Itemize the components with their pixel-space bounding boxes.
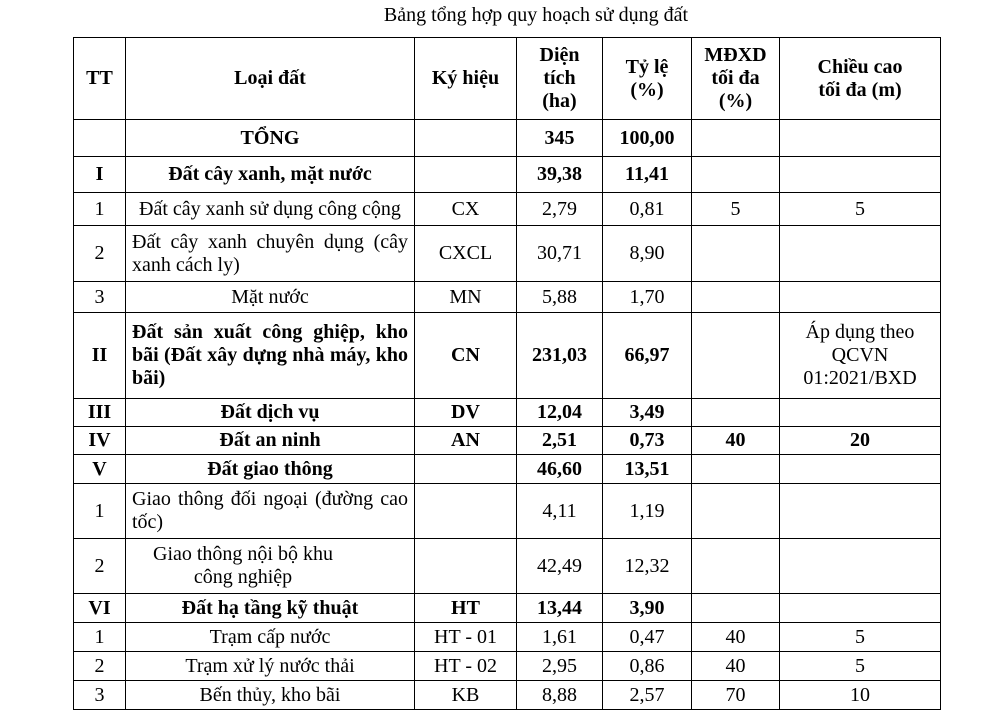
cell-pct: 1,70 <box>603 282 692 313</box>
cell-tt: III <box>74 399 126 427</box>
cell-tt: 1 <box>74 484 126 539</box>
header-chieu-cao-line: Chiều cao <box>817 55 903 78</box>
cell-name: Đất cây xanh chuyên dụng (cây xanh cách ly) <box>126 226 415 282</box>
cell-mdxd <box>692 226 780 282</box>
cell-code: AN <box>415 427 517 455</box>
cell-pct: 100,00 <box>603 120 692 157</box>
cell-name: TỔNG <box>126 120 415 157</box>
header-mdxd-line: MĐXD <box>704 44 767 66</box>
cell-area: 231,03 <box>517 313 603 399</box>
header-dien-tich-line: Diện <box>539 44 580 66</box>
cell-mdxd <box>692 455 780 484</box>
cell-height <box>780 226 941 282</box>
cell-pct: 0,86 <box>603 652 692 681</box>
header-dien-tich-line: (ha) <box>542 90 577 112</box>
cell-area: 42,49 <box>517 539 603 594</box>
cell-tt: 2 <box>74 652 126 681</box>
cell-code: HT <box>415 594 517 623</box>
cell-area: 30,71 <box>517 226 603 282</box>
cell-code <box>415 455 517 484</box>
cell-pct: 1,19 <box>603 484 692 539</box>
cell-height <box>780 120 941 157</box>
header-dien-tich <box>517 38 603 120</box>
cell-code: HT - 01 <box>415 623 517 652</box>
cell-tt: IV <box>74 427 126 455</box>
cell-height: Áp dụng theo QCVN 01:2021/BXD <box>780 313 941 399</box>
cell-tt: II <box>74 313 126 399</box>
cell-pct: 12,32 <box>603 539 692 594</box>
cell-area: 2,95 <box>517 652 603 681</box>
cell-mdxd <box>692 484 780 539</box>
cell-name: Trạm xử lý nước thải <box>126 652 415 681</box>
table-row <box>74 427 941 455</box>
cell-code: MN <box>415 282 517 313</box>
cell-pct: 0,47 <box>603 623 692 652</box>
cell-height: 5 <box>780 623 941 652</box>
cell-code: CN <box>415 313 517 399</box>
header-tt: TT <box>74 38 126 120</box>
table-row <box>74 226 941 282</box>
cell-code <box>415 539 517 594</box>
cell-name: Trạm cấp nước <box>126 623 415 652</box>
cell-pct: 2,57 <box>603 681 692 710</box>
cell-pct: 3,90 <box>603 594 692 623</box>
cell-tt: 3 <box>74 282 126 313</box>
header-ky-hieu: Ký hiệu <box>415 38 517 120</box>
cell-pct: 66,97 <box>603 313 692 399</box>
cell-code: CX <box>415 193 517 226</box>
cell-height <box>780 539 941 594</box>
cell-code: KB <box>415 681 517 710</box>
table-row <box>74 282 941 313</box>
cell-mdxd: 40 <box>692 623 780 652</box>
cell-pct: 0,73 <box>603 427 692 455</box>
cell-area: 13,44 <box>517 594 603 623</box>
header-ty-le-line: (%) <box>630 78 664 101</box>
cell-area: 345 <box>517 120 603 157</box>
cell-name: Đất dịch vụ <box>126 399 415 427</box>
cell-mdxd: 70 <box>692 681 780 710</box>
cell-area: 39,38 <box>517 157 603 193</box>
table-caption: Bảng tổng hợp quy hoạch sử dụng đất <box>383 4 689 26</box>
cell-height: 10 <box>780 681 941 710</box>
cell-area: 1,61 <box>517 623 603 652</box>
cell-tt: 2 <box>74 539 126 594</box>
header-ty-le-line: Tỷ lệ <box>625 55 669 78</box>
cell-code: DV <box>415 399 517 427</box>
cell-tt: V <box>74 455 126 484</box>
cell-code <box>415 157 517 193</box>
table-row <box>74 484 941 539</box>
table-row <box>74 681 941 710</box>
header-mdxd-line: tối đa <box>711 67 760 89</box>
header-loai-dat: Loại đất <box>126 38 415 120</box>
cell-tt <box>74 120 126 157</box>
cell-area: 8,88 <box>517 681 603 710</box>
cell-pct: 3,49 <box>603 399 692 427</box>
cell-height <box>780 282 941 313</box>
cell-name: Bến thủy, kho bãi <box>126 681 415 710</box>
cell-mdxd <box>692 399 780 427</box>
cell-pct: 11,41 <box>603 157 692 193</box>
cell-area: 12,04 <box>517 399 603 427</box>
cell-mdxd <box>692 539 780 594</box>
cell-name: Đất hạ tầng kỹ thuật <box>126 594 415 623</box>
cell-pct: 8,90 <box>603 226 692 282</box>
cell-height <box>780 594 941 623</box>
cell-name: Đất cây xanh sử dụng công cộng <box>126 193 415 226</box>
cell-tt: 2 <box>74 226 126 282</box>
cell-code <box>415 120 517 157</box>
cell-pct: 13,51 <box>603 455 692 484</box>
cell-tt: VI <box>74 594 126 623</box>
cell-pct: 0,81 <box>603 193 692 226</box>
cell-name: Đất an ninh <box>126 427 415 455</box>
cell-height <box>780 399 941 427</box>
cell-mdxd <box>692 120 780 157</box>
table-row <box>74 455 941 484</box>
cell-name: Giao thông đối ngoại (đường cao tốc) <box>126 484 415 539</box>
cell-height: 5 <box>780 652 941 681</box>
table-row <box>74 120 941 157</box>
cell-tt: 1 <box>74 623 126 652</box>
cell-area: 4,11 <box>517 484 603 539</box>
cell-name: Đất giao thông <box>126 455 415 484</box>
header-ty-le <box>603 38 692 120</box>
cell-code: CXCL <box>415 226 517 282</box>
cell-tt: 3 <box>74 681 126 710</box>
table-row <box>74 193 941 226</box>
cell-height <box>780 455 941 484</box>
header-mdxd <box>692 38 780 120</box>
cell-area: 46,60 <box>517 455 603 484</box>
cell-tt: I <box>74 157 126 193</box>
table-row <box>74 594 941 623</box>
header-chieu-cao-line: tối đa (m) <box>818 78 902 101</box>
table-row <box>74 539 941 594</box>
cell-mdxd: 5 <box>692 193 780 226</box>
header-dien-tich-line: tích <box>543 67 576 89</box>
table-header-row <box>74 38 941 120</box>
cell-code <box>415 484 517 539</box>
cell-name: Giao thông nội bộ khu công nghiệp <box>126 539 415 594</box>
cell-tt: 1 <box>74 193 126 226</box>
table-row <box>74 623 941 652</box>
header-mdxd-line: (%) <box>718 90 753 112</box>
cell-area: 2,79 <box>517 193 603 226</box>
cell-height <box>780 484 941 539</box>
table-row <box>74 399 941 427</box>
cell-height <box>780 157 941 193</box>
cell-mdxd: 40 <box>692 427 780 455</box>
cell-height: 5 <box>780 193 941 226</box>
cell-name: Mặt nước <box>126 282 415 313</box>
table-row <box>74 157 941 193</box>
header-chieu-cao <box>780 38 941 120</box>
cell-code: HT - 02 <box>415 652 517 681</box>
cell-mdxd <box>692 313 780 399</box>
cell-mdxd <box>692 157 780 193</box>
cell-area: 5,88 <box>517 282 603 313</box>
land-use-table <box>73 37 941 710</box>
table-row <box>74 313 941 399</box>
cell-name: Đất cây xanh, mặt nước <box>126 157 415 193</box>
cell-mdxd <box>692 594 780 623</box>
cell-area: 2,51 <box>517 427 603 455</box>
table-row <box>74 652 941 681</box>
cell-mdxd <box>692 282 780 313</box>
cell-name: Đất sản xuất công ghiệp, kho bãi (Đất xây dựng nhà máy, kho bãi) <box>126 313 415 399</box>
cell-mdxd: 40 <box>692 652 780 681</box>
cell-height: 20 <box>780 427 941 455</box>
